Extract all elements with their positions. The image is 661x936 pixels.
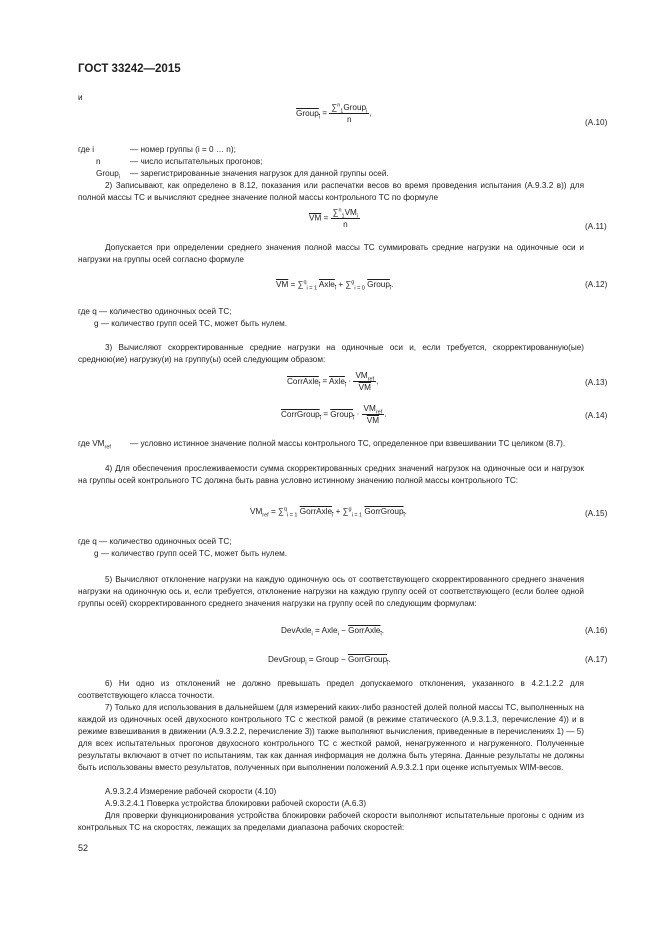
eq-term: Axle — [321, 626, 338, 635]
where-text: — номер группы (i = 0 … n); — [130, 145, 236, 154]
sum-sup: q — [283, 506, 287, 513]
equation-a17: DevGroup$_i$ = Group − GorrGroup$_i$. — [268, 655, 391, 667]
eq-term: Axle — [318, 280, 335, 289]
paragraph: 3) Вычисляют скорректированные средние нагрузки на одиночные оси и, если требуется, скорректированную(ые) среднюю(ие) нагрузку(и) на группу(ы) осей следующим образом: — [78, 343, 584, 364]
paragraph: 2) Записывают, как определено в 8.12, показания или распечатки весов во время проведения испытания (А.9.3.2 в)) для полной массы ТС и вычисляют среднее значение полной массы контрольного ТС по формуле — [78, 181, 584, 202]
equation-a15: $VM_{ref} = \sum^q_{i = 1}$ GorrAxle$_i$ + ∑$^g_{i = 1}$ GorrGroup$_i$. — [250, 506, 408, 519]
sum-sup: g — [348, 506, 352, 513]
eq-num: VM — [363, 404, 376, 413]
section-heading: А.9.3.2.4.1 Поверка устройства блокировки рабочей скорости (А.6.3) — [105, 799, 367, 808]
sum-sub: i = 0 — [354, 285, 365, 292]
eq-lhs: $\overline{VM}$ — [276, 280, 289, 289]
where-symbol: где VM — [78, 439, 105, 448]
equation-a14: CorrGroup$_i$ = Group$_i$ · $\frac{VM_{ref}}{VM}$ . — [281, 404, 387, 425]
sum-sub: i = 1 — [306, 285, 318, 292]
where-line: g — количество групп осей ТС, может быть нулем. — [94, 549, 288, 558]
equation-a10: Group$_i$ = $\frac{\sum^n_1Group_i}{n}$ , — [296, 102, 372, 124]
sum-sup: g — [351, 279, 355, 286]
eq-lhs: $\overline{VM}$ — [309, 213, 322, 223]
eq-den: n — [343, 220, 348, 229]
equation-a13: CorrAxle$_i$ = Axle$_i$ · $\frac{VM_{ref}}{VM}$ , — [287, 371, 379, 392]
page-header: ГОСТ 33242—2015 — [78, 63, 181, 75]
eq-term: GorrGroup — [348, 655, 388, 664]
equation-number: (А.16) — [585, 626, 608, 635]
paragraph: Допускается при определении среднего значения полной массы ТС суммировать средние нагрузки на одиночные оси и нагрузки на группы осей согласно формуле — [78, 243, 584, 264]
where-label: где $VM_{ref}$ — [78, 439, 111, 451]
equation-number: (А.14) — [585, 411, 608, 420]
sum-sub: 1 — [340, 108, 344, 115]
where-symbol: Group — [96, 169, 119, 178]
paragraph: 4) Для обеспечения прослеживаемости сумма скорректированных средних значений нагрузок на одиночные оси и нагрузок на группы осей контрольного ТС должна быть равна условно истинному значению полной массы контрольного ТС: — [78, 464, 584, 485]
eq-term: Group — [315, 655, 339, 664]
sum-sup: q — [303, 279, 307, 286]
eq-den: n — [347, 115, 352, 124]
sum-sub: 1 — [341, 213, 345, 220]
eq-lhs: DevGroup — [268, 655, 306, 664]
where-line: где q — количество одиночных осей ТС; — [78, 307, 232, 316]
paragraph: Для проверки функционирования устройства блокировки рабочей скорости выполняют испытательные прогоны с одним из контрольных ТС на скоростях, лежащих за пределами диапазона рабочих скоростей: — [78, 811, 584, 832]
eq-term: GorrAxle — [299, 507, 333, 516]
eq-num: VM — [355, 371, 368, 380]
equation-number: (А.15) — [585, 509, 608, 518]
where-text: — число испытательных прогонов; — [130, 157, 263, 166]
paragraph: 5) Вычисляют отклонение нагрузки на каждую одиночную ось от соответствующего скорректированного среднего значения нагрузки на одиночную ось и, если требуется, отклонение нагрузки на каждую группу осей от соответствующего (если более одной группы осей) скорректированного среднего значения нагрузки на группу осей по следующим формулам: — [78, 575, 584, 608]
eq-rhs: Group — [330, 409, 354, 419]
sum-sub: i = 1 — [286, 512, 298, 519]
equation-number: (А.13) — [585, 378, 608, 387]
paragraph: 6) Ни одно из отклонений не должно превышать предел допускаемого отклонения, указанного в 4.2.1.2.2 для соответствующего класса точности. — [78, 679, 584, 700]
section-heading: А.9.3.2.4 Измерение рабочей скорости (4.10) — [105, 787, 277, 796]
eq-num: Group — [343, 103, 367, 112]
eq-term: Group — [367, 280, 390, 289]
where-line: g — количество групп осей ТС, может быть нулем. — [94, 319, 288, 328]
eq-lhs-sub: ref — [262, 512, 269, 519]
eq-lhs: Group — [296, 108, 319, 118]
eq-term: GorrGroup — [364, 507, 404, 516]
eq-num-sub: ref — [367, 376, 375, 383]
eq-lhs: CorrGroup — [281, 409, 320, 419]
eq-den: VM — [366, 416, 380, 425]
where-label: n — [96, 157, 101, 166]
eq-num-sub: ref — [375, 409, 383, 416]
eq-lhs: VM — [250, 507, 263, 516]
equation-number: (А.11) — [585, 222, 607, 231]
sum-sup: n — [337, 102, 341, 109]
equation-a11: $\overline{VM}$ = $\frac{\sum^n_1VM_i}{n}$ — [309, 207, 359, 229]
where-line: где q — количество одиночных осей ТС; — [78, 537, 232, 546]
eq-den: VM — [358, 383, 371, 392]
where-text: — условно истинное значение полной массы контрольного ТС, определенное при взвешивании ТС целиком (8.7). — [130, 439, 566, 448]
equation-number: (А.12) — [585, 280, 608, 289]
eq-term: GorrAxle — [348, 626, 381, 635]
eq-rhs: Axle — [328, 376, 345, 386]
eq-lhs: CorrAxle — [287, 376, 319, 386]
where-text: — зарегистрированные значения нагрузок для данной группы осей. — [130, 169, 389, 178]
page-number: 52 — [78, 843, 89, 853]
equation-number: (А.17) — [585, 655, 608, 664]
paragraph: 7) Только для использования в дальнейшем (для измерений каких-либо разностей долей полной массы ТС, выполненных на каждой из одиночных осей двухосного контрольного ТС с жесткой рамой (в режиме статического (А.9.3.1.3, перечисление 4)) и в режиме взвешивания в движении (А.9.3.2.2, перечисление 3)) также выполняют вычисления, приведенные в перечислениях 1) — 5) для всех испытательных прогонов двухосного контрольного ТС с жесткой рамой, ненагруженного и нагруженного. Полученные результаты включают в отчет по испытаниям, так как данная информация не должна быть утеряна. Данные результаты не должны быть использованы вместо результатов, полученных при выполнении положений А.9.3.2.1 при оценке испытуемых WIM-весов. — [78, 703, 584, 772]
sum-sup: n — [338, 207, 342, 214]
text-line: и — [78, 93, 83, 102]
equation-number: (А.10) — [585, 118, 608, 127]
eq-num: VM — [344, 208, 357, 217]
equation-a16: DevAxle$_i$ = Axle$_i$ − GorrAxle$_i$. — [281, 626, 384, 638]
eq-lhs: DevAxle — [281, 626, 312, 635]
sum-sub: i = 1 — [351, 512, 363, 519]
equation-a12: $\overline{VM} = \sum^q_{i = 1}$ Axle$_i$ + ∑$^g_{i = 0}$ Group$_i$. — [276, 279, 394, 292]
where-label: Group$_i$ — [96, 169, 120, 181]
where-label: где i — [78, 145, 95, 154]
